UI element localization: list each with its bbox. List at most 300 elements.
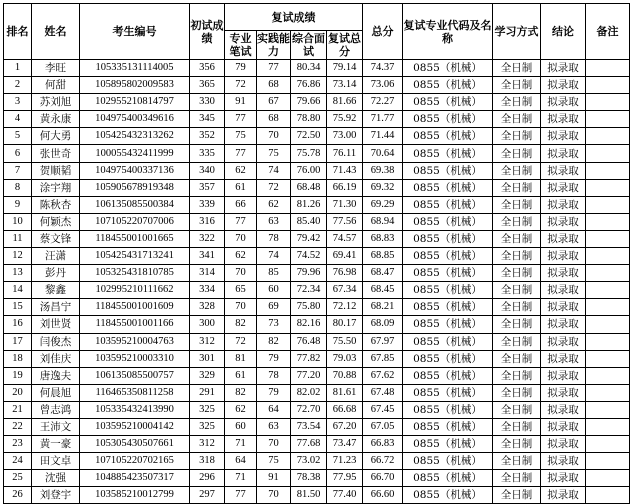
cell-conclusion: 拟录取 (541, 282, 586, 299)
cell-total: 66.72 (363, 453, 403, 470)
cell-total: 67.48 (363, 384, 403, 401)
cell-total: 68.83 (363, 230, 403, 247)
cell-remarks (586, 60, 630, 77)
header-prof-written: 专业笔试 (225, 31, 257, 60)
cell-total: 69.29 (363, 196, 403, 213)
cell-rank: 7 (4, 162, 32, 179)
cell-practical: 73 (257, 316, 291, 333)
table-row (4, 470, 630, 487)
cell-initial-score: 325 (190, 401, 225, 418)
cell-name: 田文卓 (32, 453, 80, 470)
cell-interview: 78.80 (291, 111, 327, 128)
cell-retest-total: 70.88 (327, 367, 363, 384)
cell-rank: 23 (4, 436, 32, 453)
cell-study-mode: 全日制 (493, 77, 541, 94)
cell-exam-id: 116465350811258 (80, 384, 190, 401)
cell-prof-written: 91 (225, 94, 257, 111)
cell-prof-written: 77 (225, 213, 257, 230)
cell-prof-written: 65 (225, 282, 257, 299)
cell-major-code: 0855（机械） (403, 350, 493, 367)
header-remarks: 备注 (586, 4, 630, 60)
cell-name: 彭丹 (32, 265, 80, 282)
cell-exam-id: 106135085500384 (80, 196, 190, 213)
cell-conclusion: 拟录取 (541, 94, 586, 111)
cell-rank: 3 (4, 94, 32, 111)
cell-remarks (586, 299, 630, 316)
cell-retest-total: 72.12 (327, 299, 363, 316)
cell-practical: 78 (257, 367, 291, 384)
cell-name: 何甜 (32, 77, 80, 94)
cell-exam-id: 103595210004142 (80, 418, 190, 435)
cell-retest-total: 66.68 (327, 401, 363, 418)
cell-remarks (586, 145, 630, 162)
cell-practical: 67 (257, 94, 291, 111)
cell-retest-total: 71.23 (327, 453, 363, 470)
header-retest-group: 复试成绩 (225, 4, 363, 31)
cell-major-code: 0855（机械） (403, 94, 493, 111)
cell-exam-id: 107105220707006 (80, 213, 190, 230)
cell-major-code: 0855（机械） (403, 470, 493, 487)
table-row (4, 436, 630, 453)
cell-conclusion: 拟录取 (541, 487, 586, 504)
cell-total: 67.45 (363, 401, 403, 418)
table-row (4, 350, 630, 367)
cell-retest-total: 77.56 (327, 213, 363, 230)
cell-interview: 73.02 (291, 453, 327, 470)
cell-practical: 62 (257, 196, 291, 213)
cell-study-mode: 全日制 (493, 367, 541, 384)
cell-exam-id: 105335131114005 (80, 60, 190, 77)
cell-initial-score: 329 (190, 367, 225, 384)
cell-conclusion: 拟录取 (541, 453, 586, 470)
cell-total: 67.85 (363, 350, 403, 367)
cell-study-mode: 全日制 (493, 333, 541, 350)
cell-practical: 78 (257, 230, 291, 247)
cell-interview: 72.34 (291, 282, 327, 299)
cell-study-mode: 全日制 (493, 401, 541, 418)
cell-prof-written: 82 (225, 384, 257, 401)
table-row (4, 162, 630, 179)
cell-retest-total: 73.14 (327, 77, 363, 94)
cell-practical: 85 (257, 265, 291, 282)
cell-rank: 21 (4, 401, 32, 418)
cell-practical: 60 (257, 282, 291, 299)
cell-name: 贺顺韬 (32, 162, 80, 179)
cell-name: 涂宇翔 (32, 179, 80, 196)
cell-major-code: 0855（机械） (403, 196, 493, 213)
cell-prof-written: 82 (225, 316, 257, 333)
cell-exam-id: 105895802009583 (80, 77, 190, 94)
table-row (4, 401, 630, 418)
cell-exam-id: 102955210814797 (80, 94, 190, 111)
cell-study-mode: 全日制 (493, 111, 541, 128)
cell-retest-total: 75.92 (327, 111, 363, 128)
cell-initial-score: 340 (190, 162, 225, 179)
cell-major-code: 0855（机械） (403, 145, 493, 162)
cell-exam-id: 118455001001609 (80, 299, 190, 316)
cell-total: 74.37 (363, 60, 403, 77)
cell-total: 69.32 (363, 179, 403, 196)
cell-interview: 79.42 (291, 230, 327, 247)
cell-name: 李旺 (32, 60, 80, 77)
cell-study-mode: 全日制 (493, 60, 541, 77)
cell-total: 67.62 (363, 367, 403, 384)
cell-major-code: 0855（机械） (403, 418, 493, 435)
cell-retest-total: 81.61 (327, 384, 363, 401)
cell-interview: 78.38 (291, 470, 327, 487)
cell-prof-written: 71 (225, 470, 257, 487)
cell-remarks (586, 401, 630, 418)
cell-prof-written: 77 (225, 145, 257, 162)
cell-interview: 77.68 (291, 436, 327, 453)
cell-remarks (586, 213, 630, 230)
cell-major-code: 0855（机械） (403, 162, 493, 179)
cell-initial-score: 322 (190, 230, 225, 247)
header-total: 总分 (363, 4, 403, 60)
cell-exam-id: 105325431810785 (80, 265, 190, 282)
cell-conclusion: 拟录取 (541, 111, 586, 128)
cell-study-mode: 全日制 (493, 196, 541, 213)
cell-practical: 75 (257, 453, 291, 470)
cell-prof-written: 70 (225, 265, 257, 282)
cell-interview: 72.70 (291, 401, 327, 418)
cell-major-code: 0855（机械） (403, 248, 493, 265)
cell-initial-score: 300 (190, 316, 225, 333)
cell-retest-total: 76.98 (327, 265, 363, 282)
cell-conclusion: 拟录取 (541, 299, 586, 316)
table-row (4, 299, 630, 316)
cell-practical: 82 (257, 333, 291, 350)
cell-study-mode: 全日制 (493, 384, 541, 401)
cell-major-code: 0855（机械） (403, 282, 493, 299)
cell-conclusion: 拟录取 (541, 401, 586, 418)
table-header (4, 4, 630, 60)
cell-total: 72.27 (363, 94, 403, 111)
cell-initial-score: 296 (190, 470, 225, 487)
cell-retest-total: 66.19 (327, 179, 363, 196)
cell-major-code: 0855（机械） (403, 213, 493, 230)
cell-conclusion: 拟录取 (541, 418, 586, 435)
cell-name: 王沛文 (32, 418, 80, 435)
header-name: 姓名 (32, 4, 80, 60)
cell-retest-total: 79.14 (327, 60, 363, 77)
table-row (4, 77, 630, 94)
cell-exam-id: 100055432411999 (80, 145, 190, 162)
cell-remarks (586, 162, 630, 179)
cell-retest-total: 67.34 (327, 282, 363, 299)
cell-rank: 18 (4, 350, 32, 367)
cell-major-code: 0855（机械） (403, 436, 493, 453)
cell-prof-written: 60 (225, 418, 257, 435)
cell-practical: 72 (257, 179, 291, 196)
cell-conclusion: 拟录取 (541, 179, 586, 196)
cell-exam-id: 102995210111662 (80, 282, 190, 299)
cell-rank: 8 (4, 179, 32, 196)
cell-study-mode: 全日制 (493, 418, 541, 435)
table-row (4, 248, 630, 265)
cell-interview: 82.02 (291, 384, 327, 401)
header-conclusion: 结论 (541, 4, 586, 60)
cell-total: 69.38 (363, 162, 403, 179)
cell-total: 68.09 (363, 316, 403, 333)
cell-practical: 70 (257, 436, 291, 453)
header-retest-total: 复试总分 (328, 32, 361, 58)
cell-remarks (586, 453, 630, 470)
cell-major-code: 0855（机械） (403, 179, 493, 196)
cell-total: 66.70 (363, 470, 403, 487)
cell-remarks (586, 436, 630, 453)
cell-rank: 16 (4, 316, 32, 333)
cell-prof-written: 71 (225, 436, 257, 453)
admission-score-table (3, 3, 630, 504)
cell-name: 刘佳庆 (32, 350, 80, 367)
cell-rank: 9 (4, 196, 32, 213)
cell-rank: 24 (4, 453, 32, 470)
cell-initial-score: 318 (190, 453, 225, 470)
cell-name: 何颖杰 (32, 213, 80, 230)
cell-prof-written: 62 (225, 162, 257, 179)
cell-interview: 76.00 (291, 162, 327, 179)
cell-total: 66.60 (363, 487, 403, 504)
cell-study-mode: 全日制 (493, 179, 541, 196)
cell-retest-total: 71.30 (327, 196, 363, 213)
cell-rank: 22 (4, 418, 32, 435)
cell-total: 73.06 (363, 77, 403, 94)
cell-retest-total: 75.50 (327, 333, 363, 350)
cell-initial-score: 297 (190, 487, 225, 504)
cell-rank: 17 (4, 333, 32, 350)
cell-major-code: 0855（机械） (403, 299, 493, 316)
cell-rank: 1 (4, 60, 32, 77)
cell-name: 黎鑫 (32, 282, 80, 299)
cell-name: 刘登宇 (32, 487, 80, 504)
cell-interview: 74.52 (291, 248, 327, 265)
cell-initial-score: 357 (190, 179, 225, 196)
cell-initial-score: 365 (190, 77, 225, 94)
header-study-mode: 学习方式 (493, 4, 541, 60)
cell-name: 曾志鸿 (32, 401, 80, 418)
cell-exam-id: 103595210004763 (80, 333, 190, 350)
cell-interview: 75.80 (291, 299, 327, 316)
cell-study-mode: 全日制 (493, 94, 541, 111)
cell-interview: 75.78 (291, 145, 327, 162)
table-row (4, 333, 630, 350)
cell-remarks (586, 111, 630, 128)
cell-initial-score: 341 (190, 248, 225, 265)
cell-conclusion: 拟录取 (541, 196, 586, 213)
cell-name: 刘世贤 (32, 316, 80, 333)
cell-study-mode: 全日制 (493, 299, 541, 316)
cell-initial-score: 312 (190, 333, 225, 350)
cell-rank: 20 (4, 384, 32, 401)
cell-retest-total: 69.41 (327, 248, 363, 265)
cell-retest-total: 67.20 (327, 418, 363, 435)
cell-prof-written: 77 (225, 111, 257, 128)
cell-study-mode: 全日制 (493, 487, 541, 504)
cell-initial-score: 325 (190, 418, 225, 435)
cell-practical: 79 (257, 350, 291, 367)
cell-prof-written: 77 (225, 487, 257, 504)
cell-prof-written: 70 (225, 299, 257, 316)
cell-prof-written: 61 (225, 179, 257, 196)
cell-remarks (586, 418, 630, 435)
cell-exam-id: 105305430507661 (80, 436, 190, 453)
table-row (4, 196, 630, 213)
cell-retest-total: 74.57 (327, 230, 363, 247)
cell-remarks (586, 384, 630, 401)
cell-total: 71.44 (363, 128, 403, 145)
cell-remarks (586, 230, 630, 247)
cell-remarks (586, 487, 630, 504)
cell-practical: 77 (257, 60, 291, 77)
cell-prof-written: 62 (225, 401, 257, 418)
cell-initial-score: 356 (190, 60, 225, 77)
cell-conclusion: 拟录取 (541, 436, 586, 453)
cell-major-code: 0855（机械） (403, 111, 493, 128)
table-row (4, 94, 630, 111)
cell-conclusion: 拟录取 (541, 230, 586, 247)
cell-conclusion: 拟录取 (541, 470, 586, 487)
cell-practical: 68 (257, 111, 291, 128)
cell-study-mode: 全日制 (493, 436, 541, 453)
cell-prof-written: 79 (225, 60, 257, 77)
cell-study-mode: 全日制 (493, 282, 541, 299)
cell-remarks (586, 196, 630, 213)
cell-remarks (586, 265, 630, 282)
table-row (4, 60, 630, 77)
cell-name: 何晨旭 (32, 384, 80, 401)
cell-major-code: 0855（机械） (403, 77, 493, 94)
cell-study-mode: 全日制 (493, 128, 541, 145)
cell-name: 唐逸夫 (32, 367, 80, 384)
cell-rank: 5 (4, 128, 32, 145)
cell-retest-total: 80.17 (327, 316, 363, 333)
cell-exam-id: 118455001001665 (80, 230, 190, 247)
cell-conclusion: 拟录取 (541, 384, 586, 401)
cell-rank: 6 (4, 145, 32, 162)
cell-major-code: 0855（机械） (403, 384, 493, 401)
cell-interview: 79.96 (291, 265, 327, 282)
cell-conclusion: 拟录取 (541, 213, 586, 230)
cell-conclusion: 拟录取 (541, 128, 586, 145)
cell-practical: 74 (257, 162, 291, 179)
cell-name: 张世奇 (32, 145, 80, 162)
table-row (4, 145, 630, 162)
cell-prof-written: 66 (225, 196, 257, 213)
cell-prof-written: 61 (225, 367, 257, 384)
cell-retest-total: 81.66 (327, 94, 363, 111)
cell-rank: 4 (4, 111, 32, 128)
cell-initial-score: 339 (190, 196, 225, 213)
cell-interview: 73.54 (291, 418, 327, 435)
cell-total: 71.77 (363, 111, 403, 128)
cell-retest-total: 77.40 (327, 487, 363, 504)
cell-prof-written: 81 (225, 350, 257, 367)
cell-remarks (586, 77, 630, 94)
cell-total: 68.94 (363, 213, 403, 230)
cell-prof-written: 72 (225, 77, 257, 94)
cell-name: 黄永康 (32, 111, 80, 128)
cell-major-code: 0855（机械） (403, 401, 493, 418)
table-row (4, 111, 630, 128)
cell-interview: 76.48 (291, 333, 327, 350)
cell-study-mode: 全日制 (493, 316, 541, 333)
cell-exam-id: 104975400349616 (80, 111, 190, 128)
cell-prof-written: 62 (225, 248, 257, 265)
cell-major-code: 0855（机械） (403, 230, 493, 247)
cell-name: 沈强 (32, 470, 80, 487)
cell-remarks (586, 470, 630, 487)
table-row (4, 453, 630, 470)
table-row (4, 384, 630, 401)
cell-study-mode: 全日制 (493, 453, 541, 470)
cell-conclusion: 拟录取 (541, 350, 586, 367)
cell-study-mode: 全日制 (493, 470, 541, 487)
cell-conclusion: 拟录取 (541, 145, 586, 162)
cell-interview: 80.34 (291, 60, 327, 77)
cell-study-mode: 全日制 (493, 162, 541, 179)
cell-remarks (586, 350, 630, 367)
table-row (4, 316, 630, 333)
cell-conclusion: 拟录取 (541, 316, 586, 333)
header-exam-id: 考生编号 (80, 4, 190, 60)
cell-remarks (586, 94, 630, 111)
cell-name: 黄一豪 (32, 436, 80, 453)
table-row (4, 282, 630, 299)
cell-interview: 77.20 (291, 367, 327, 384)
cell-practical: 91 (257, 470, 291, 487)
cell-practical: 79 (257, 384, 291, 401)
cell-rank: 11 (4, 230, 32, 247)
table-row (4, 213, 630, 230)
cell-total: 67.05 (363, 418, 403, 435)
cell-name: 陈秋杏 (32, 196, 80, 213)
cell-interview: 72.50 (291, 128, 327, 145)
cell-practical: 70 (257, 487, 291, 504)
cell-study-mode: 全日制 (493, 213, 541, 230)
cell-interview: 81.26 (291, 196, 327, 213)
cell-interview: 76.86 (291, 77, 327, 94)
cell-rank: 13 (4, 265, 32, 282)
cell-initial-score: 335 (190, 145, 225, 162)
cell-conclusion: 拟录取 (541, 367, 586, 384)
cell-initial-score: 316 (190, 213, 225, 230)
cell-practical: 74 (257, 248, 291, 265)
cell-retest-total: 71.43 (327, 162, 363, 179)
cell-rank: 10 (4, 213, 32, 230)
cell-interview: 77.82 (291, 350, 327, 367)
cell-name: 苏刘旭 (32, 94, 80, 111)
cell-retest-total: 79.03 (327, 350, 363, 367)
cell-retest-total: 76.11 (327, 145, 363, 162)
cell-name: 蔡文锋 (32, 230, 80, 247)
cell-initial-score: 328 (190, 299, 225, 316)
table-body (4, 60, 630, 504)
cell-remarks (586, 282, 630, 299)
table-row (4, 265, 630, 282)
cell-total: 66.83 (363, 436, 403, 453)
cell-initial-score: 352 (190, 128, 225, 145)
cell-rank: 19 (4, 367, 32, 384)
cell-name: 汪潇 (32, 248, 80, 265)
cell-prof-written: 70 (225, 230, 257, 247)
cell-total: 68.85 (363, 248, 403, 265)
cell-exam-id: 105425432313262 (80, 128, 190, 145)
cell-conclusion: 拟录取 (541, 162, 586, 179)
header-major-code: 复试专业代码及名称 (403, 4, 493, 60)
cell-exam-id: 105335432413990 (80, 401, 190, 418)
cell-major-code: 0855（机械） (403, 367, 493, 384)
